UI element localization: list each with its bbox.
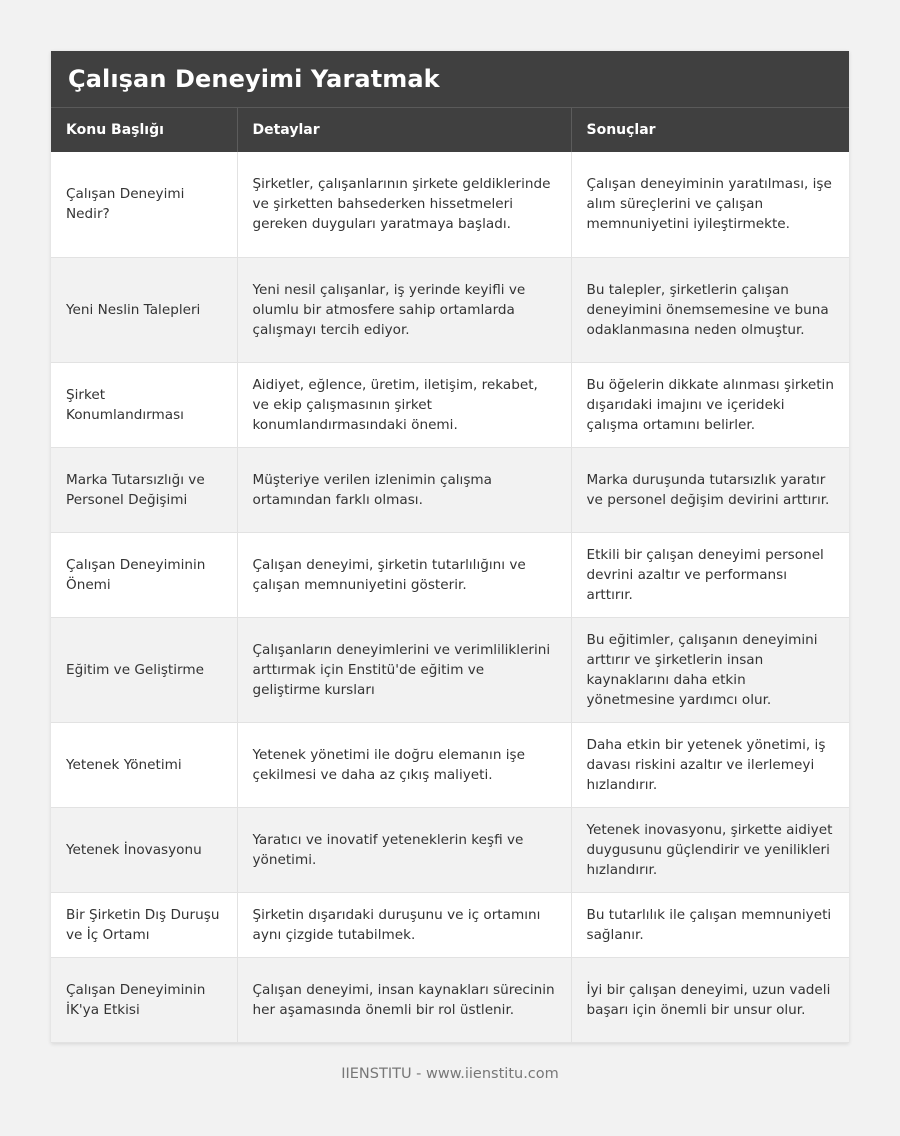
- table-row: [51, 447, 849, 532]
- cell-results: Bu eğitimler, çalışanın deneyimini arttırır ve şirketlerin insan kaynaklarını daha etkin yönetmesine yardımcı olur.: [571, 617, 849, 722]
- table-row: [51, 257, 849, 362]
- cell-results: Bu talepler, şirketlerin çalışan deneyimini önemsemesine ve buna odaklanmasına neden olmuştur.: [571, 257, 849, 362]
- cell-topic: Marka Tutarsızlığı ve Personel Değişimi: [51, 447, 237, 532]
- cell-topic: Bir Şirketin Dış Duruşu ve İç Ortamı: [51, 892, 237, 957]
- cell-results: İyi bir çalışan deneyimi, uzun vadeli başarı için önemli bir unsur olur.: [571, 957, 849, 1042]
- title-bar: [51, 51, 849, 108]
- table-row: [51, 957, 849, 1042]
- cell-details: Yaratıcı ve inovatif yeteneklerin keşfi ve yönetimi.: [237, 807, 571, 892]
- table-row: [51, 152, 849, 257]
- page-title: Çalışan Deneyimi Yaratmak: [68, 65, 440, 93]
- table-row: [51, 532, 849, 617]
- cell-results: Yetenek inovasyonu, şirkette aidiyet duygusunu güçlendirir ve yenilikleri hızlandırır.: [571, 807, 849, 892]
- table-row: [51, 617, 849, 722]
- cell-details: Aidiyet, eğlence, üretim, iletişim, rekabet, ve ekip çalışmasının şirket konumlandırmasındaki önemi.: [237, 362, 571, 447]
- cell-topic: Çalışan Deneyiminin İK'ya Etkisi: [51, 957, 237, 1042]
- cell-topic: Çalışan Deneyimi Nedir?: [51, 152, 237, 257]
- table-row: [51, 892, 849, 957]
- header-row: [51, 108, 849, 152]
- cell-results: Daha etkin bir yetenek yönetimi, iş davası riskini azaltır ve ilerlemeyi hızlandırır.: [571, 722, 849, 807]
- data-table: [51, 108, 849, 1043]
- cell-details: Şirketler, çalışanlarının şirkete geldiklerinde ve şirketten bahsederken hissetmeleri gereken duyguları yaratmaya başladı.: [237, 152, 571, 257]
- cell-results: Çalışan deneyiminin yaratılması, işe alım süreçlerini ve çalışan memnuniyetini iyileştirmekte.: [571, 152, 849, 257]
- cell-details: Çalışan deneyimi, şirketin tutarlılığını ve çalışan memnuniyetini gösterir.: [237, 532, 571, 617]
- footer-credit: IIENSTITU - www.iienstitu.com: [341, 1066, 559, 1082]
- content-card: [51, 51, 849, 1043]
- cell-details: Yeni nesil çalışanlar, iş yerinde keyifli ve olumlu bir atmosfere sahip ortamlarda çalışmayı tercih ediyor.: [237, 257, 571, 362]
- cell-results: Bu tutarlılık ile çalışan memnuniyeti sağlanır.: [571, 892, 849, 957]
- cell-topic: Eğitim ve Geliştirme: [51, 617, 237, 722]
- cell-details: Şirketin dışarıdaki duruşunu ve iç ortamını aynı çizgide tutabilmek.: [237, 892, 571, 957]
- table-row: [51, 362, 849, 447]
- table-body: [51, 152, 849, 1042]
- cell-results: Marka duruşunda tutarsızlık yaratır ve personel değişim devirini arttırır.: [571, 447, 849, 532]
- cell-topic: Çalışan Deneyiminin Önemi: [51, 532, 237, 617]
- cell-topic: Yetenek Yönetimi: [51, 722, 237, 807]
- table-row: [51, 807, 849, 892]
- cell-topic: Yetenek İnovasyonu: [51, 807, 237, 892]
- cell-results: Etkili bir çalışan deneyimi personel devrini azaltır ve performansı arttırır.: [571, 532, 849, 617]
- cell-details: Yetenek yönetimi ile doğru elemanın işe çekilmesi ve daha az çıkış maliyeti.: [237, 722, 571, 807]
- cell-details: Çalışanların deneyimlerini ve verimliliklerini arttırmak için Enstitü'de eğitim ve geliştirme kursları: [237, 617, 571, 722]
- cell-results: Bu öğelerin dikkate alınması şirketin dışarıdaki imajını ve içerideki çalışma ortamını belirler.: [571, 362, 849, 447]
- table-row: [51, 722, 849, 807]
- column-header-topic: Konu Başlığı: [51, 108, 237, 152]
- column-header-details: Detaylar: [237, 108, 571, 152]
- column-header-results: Sonuçlar: [571, 108, 849, 152]
- cell-topic: Yeni Neslin Talepleri: [51, 257, 237, 362]
- cell-details: Müşteriye verilen izlenimin çalışma ortamından farklı olması.: [237, 447, 571, 532]
- cell-topic: Şirket Konumlandırması: [51, 362, 237, 447]
- cell-details: Çalışan deneyimi, insan kaynakları sürecinin her aşamasında önemli bir rol üstlenir.: [237, 957, 571, 1042]
- table-header: [51, 108, 849, 152]
